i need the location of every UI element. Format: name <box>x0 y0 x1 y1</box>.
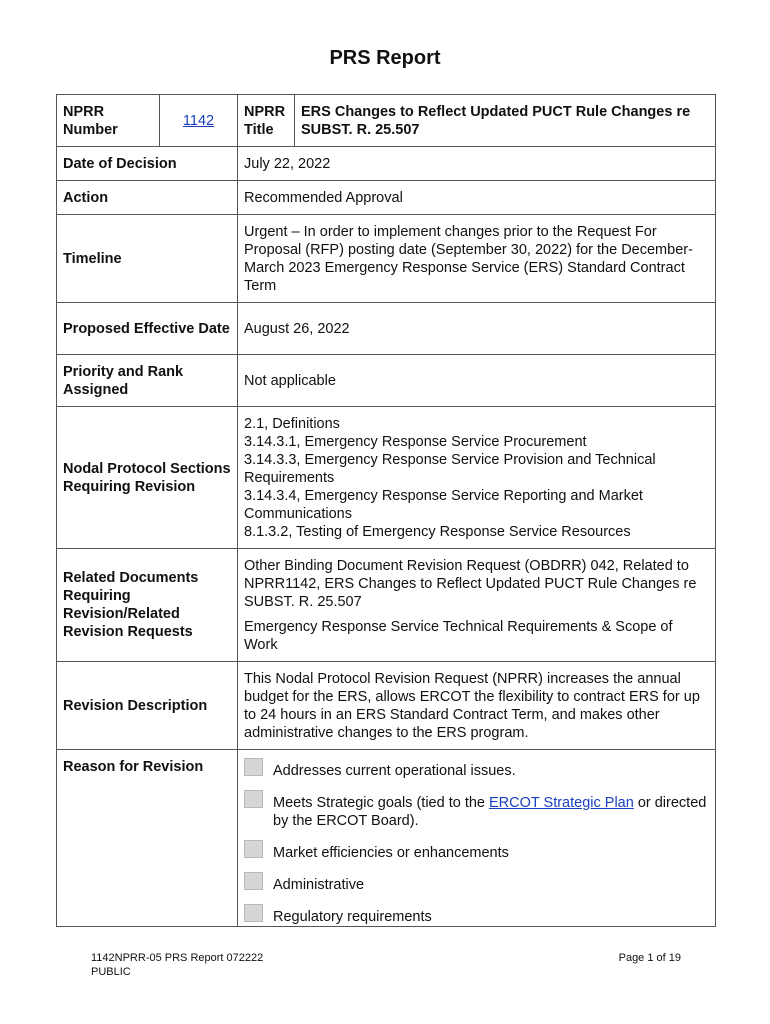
table-row <box>57 147 716 181</box>
section-item: 2.1, Definitions <box>244 415 340 432</box>
table-row <box>57 303 716 355</box>
related-label: Related Documents Requiring Revision/Related Revision Requests <box>57 549 238 662</box>
checkbox[interactable] <box>244 840 263 858</box>
related-item: Other Binding Document Revision Request (OBDRR) 042, Related to NPRR1142, ERS Changes to Reflect Updated PUCT Rule Changes re SUBST. R. 25.507 <box>244 557 697 610</box>
footer-page-number: Page 1 of 19 <box>618 952 681 964</box>
reason-market <box>244 842 709 862</box>
table-row <box>57 750 716 927</box>
effective-date-label: Proposed Effective Date <box>57 303 238 355</box>
section-item: 8.1.3.2, Testing of Emergency Response Service Resources <box>244 523 631 540</box>
timeline-label: Timeline <box>57 215 238 303</box>
prs-table <box>56 94 716 927</box>
priority-label: Priority and Rank Assigned <box>57 355 238 407</box>
date-of-decision-value: July 22, 2022 <box>238 147 716 181</box>
checkbox[interactable] <box>244 872 263 890</box>
reason-value <box>238 750 716 927</box>
timeline-value: Urgent – In order to implement changes prior to the Request For Proposal (RFP) posting date (September 30, 2022) for the December-March 2023 Emergency Response Service (ERS) Standard Contract Term <box>238 215 716 303</box>
reason-operational <box>244 760 709 780</box>
date-of-decision-label: Date of Decision <box>57 147 238 181</box>
section-item: 3.14.3.4, Emergency Response Service Reporting and Market Communications <box>244 487 643 522</box>
footer-left <box>91 951 263 979</box>
nprr-title: ERS Changes to Reflect Updated PUCT Rule Changes re SUBST. R. 25.507 <box>295 95 716 147</box>
section-item: 3.14.3.3, Emergency Response Service Provision and Technical Requirements <box>244 451 656 486</box>
table-row <box>57 549 716 662</box>
effective-date-value: August 26, 2022 <box>238 303 716 355</box>
reason-text: Addresses current operational issues. <box>273 763 516 779</box>
header-row <box>57 95 716 147</box>
table-row <box>57 215 716 303</box>
reason-label: Reason for Revision <box>57 750 238 927</box>
nprr-number-link[interactable]: 1142 <box>182 112 215 129</box>
action-label: Action <box>57 181 238 215</box>
footer-classification: PUBLIC <box>91 966 131 978</box>
reason-strategic <box>244 792 709 830</box>
related-value <box>238 549 716 662</box>
sections-value <box>238 407 716 549</box>
reason-text: Market efficiencies or enhancements <box>273 845 509 861</box>
priority-value: Not applicable <box>238 355 716 407</box>
table-row <box>57 662 716 750</box>
related-item: Emergency Response Service Technical Requirements & Scope of Work <box>244 618 673 653</box>
description-label: Revision Description <box>57 662 238 750</box>
reason-regulatory <box>244 906 709 926</box>
ercot-strategic-plan-link[interactable]: ERCOT Strategic Plan <box>489 795 634 811</box>
nprr-number-cell <box>160 95 238 147</box>
reason-administrative <box>244 874 709 894</box>
section-item: 3.14.3.1, Emergency Response Service Procurement <box>244 433 587 450</box>
reason-text: Regulatory requirements <box>273 909 432 925</box>
sections-label: Nodal Protocol Sections Requiring Revision <box>57 407 238 549</box>
nprr-title-label: NPRR Title <box>238 95 295 147</box>
table-row <box>57 181 716 215</box>
checkbox[interactable] <box>244 790 263 808</box>
checkbox[interactable] <box>244 758 263 776</box>
checkbox[interactable] <box>244 904 263 922</box>
table-row <box>57 355 716 407</box>
action-value: Recommended Approval <box>238 181 716 215</box>
description-value: This Nodal Protocol Revision Request (NPRR) increases the annual budget for the ERS, allows ERCOT the flexibility to contract ERS for up to 24 hours in an ERS Standard Contract Term, and makes other administrative changes to the ERS program. <box>238 662 716 750</box>
nprr-number-label: NPRR Number <box>57 95 160 147</box>
reason-text: Administrative <box>273 877 365 893</box>
footer-doc-id: 1142NPRR-05 PRS Report 072222 <box>91 952 264 964</box>
page-title: PRS Report <box>329 47 441 69</box>
reason-text: Meets Strategic goals (tied to the ERCOT Strategic Plan or directed by the ERCOT Board). <box>273 795 707 829</box>
table-row <box>57 407 716 549</box>
